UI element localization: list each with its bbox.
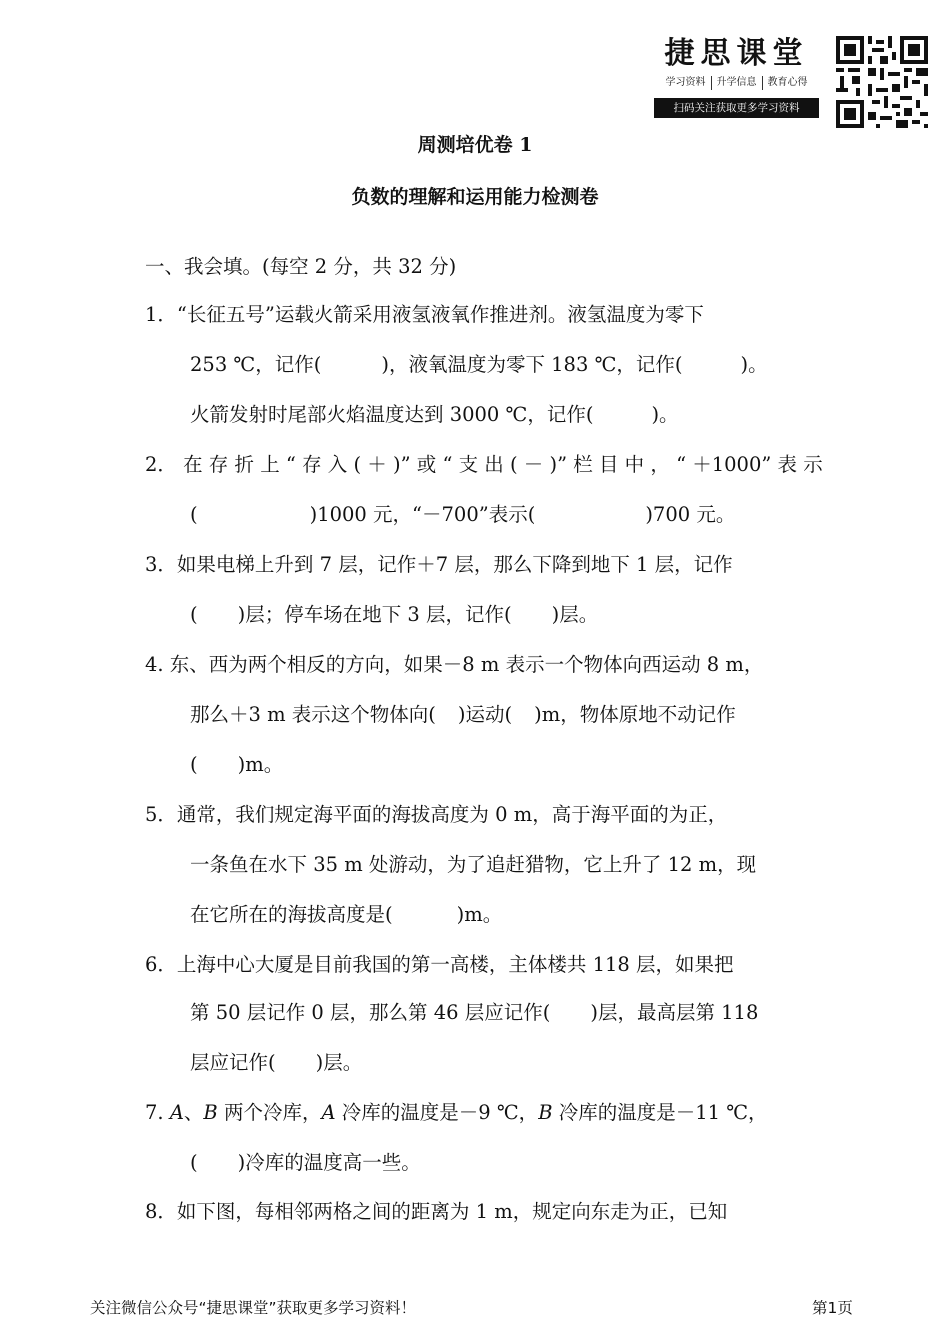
question-2-line-1: 2． 在 存 折 上 “ 存 入 ( ＋ )” 或 “ 支 出 ( － )” 栏 目 中 ， “ ＋1000” 表 示 — [145, 453, 823, 476]
question-1-line-2: 253 ℃，记作( )，液氧温度为零下 183 ℃，记作( )。 — [190, 353, 768, 376]
question-5-line-2: 一条鱼在水下 35 m 处游动，为了追赶猎物，它上升了 12 m，现 — [190, 853, 757, 876]
question-4-line-2: 那么＋3 m 表示这个物体向( )运动( )m，物体原地不动记作 — [190, 703, 736, 726]
question-6-line-2: 第 50 层记作 0 层，那么第 46 层应记作( )层，最高层第 118 — [190, 1001, 759, 1024]
question-3-line-1: 3．如果电梯上升到 7 层，记作＋7 层，那么下降到地下 1 层，记作 — [145, 553, 733, 576]
brand-tag: 教育心得 — [767, 77, 808, 88]
question-1-line-3: 火箭发射时尾部火焰温度达到 3000 ℃，记作( )。 — [190, 403, 679, 426]
qr-code-icon — [836, 36, 928, 128]
footer-note: 关注微信公众号“捷思课堂”获取更多学习资料！ — [90, 1299, 417, 1317]
question-8-line-1: 8．如下图，每相邻两格之间的距离为 1 m，规定向东走为正，已知 — [145, 1200, 728, 1223]
brand-name: 捷思课堂 — [664, 36, 809, 71]
question-2-line-2: ( )1000 元，“－700”表示( )700 元。 — [190, 503, 736, 526]
question-4-line-3: ( )m。 — [190, 753, 284, 776]
brand-tag: 学习资料 — [661, 76, 712, 90]
question-5-line-1: 5．通常，我们规定海平面的海拔高度为 0 m，高于海平面的为正， — [145, 803, 728, 826]
page-subtitle: 负数的理解和运用能力检测卷 — [351, 186, 599, 208]
question-3-line-2: ( )层；停车场在地下 3 层，记作( )层。 — [190, 603, 599, 626]
question-1-line-1: 1．“长征五号”运载火箭采用液氢液氧作推进剂。液氢温度为零下 — [145, 303, 704, 326]
question-7-line-2: ( )冷库的温度高一些。 — [190, 1151, 421, 1174]
question-6-line-3: 层应记作( )层。 — [190, 1051, 363, 1074]
question-4-line-1: 4. 东、西为两个相反的方向，如果－8 m 表示一个物体向西运动 8 m， — [145, 653, 764, 676]
brand-tags — [654, 76, 819, 90]
brand-logo — [654, 34, 819, 118]
question-7-line-1: 7. A、B 两个冷库，A 冷库的温度是－9 ℃，B 冷库的温度是－11 ℃， — [145, 1101, 768, 1124]
page-title: 周测培优卷 1 — [417, 134, 533, 156]
brand-banner: 扫码关注获取更多学习资料 — [654, 98, 819, 118]
page-number: 第1页 — [812, 1299, 853, 1317]
section-heading: 一、我会填。(每空 2 分，共 32 分) — [145, 255, 457, 278]
brand-tag: 升学信息 — [712, 76, 763, 90]
question-5-line-3: 在它所在的海拔高度是( )m。 — [190, 903, 503, 926]
question-6-line-1: 6．上海中心大厦是目前我国的第一高楼，主体楼共 118 层，如果把 — [145, 953, 734, 976]
